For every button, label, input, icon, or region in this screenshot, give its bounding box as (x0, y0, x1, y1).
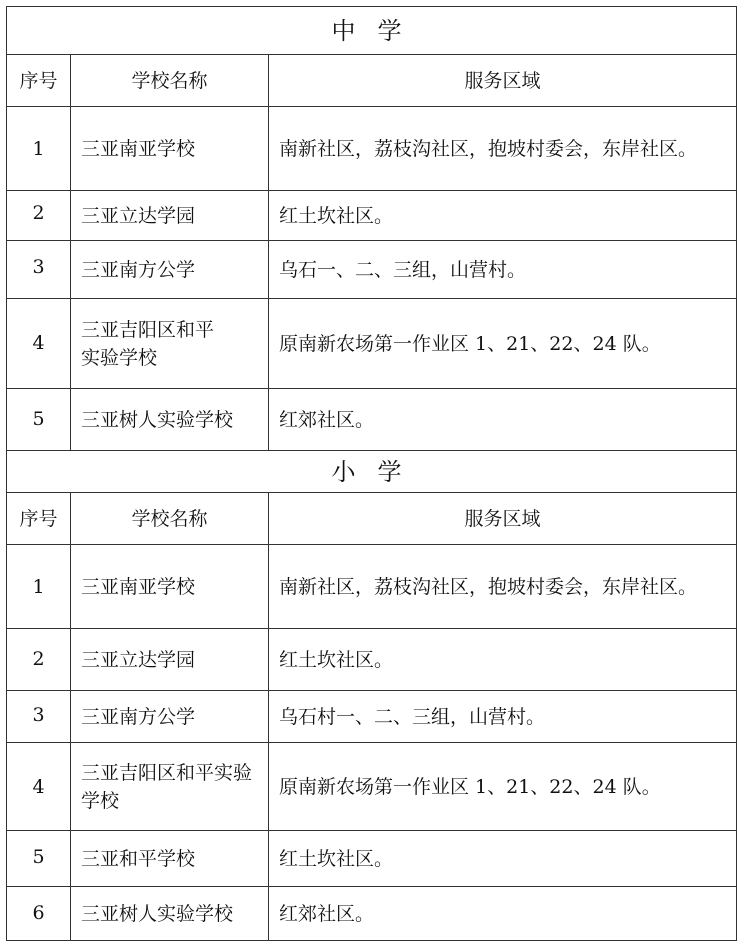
table-row (7, 299, 737, 389)
row-index: 4 (7, 743, 71, 831)
row-index: 1 (7, 107, 71, 191)
header-area: 服务区域 (269, 55, 737, 107)
table-row (7, 241, 737, 299)
row-school: 三亚树人实验学校 (71, 887, 269, 941)
table-row (7, 545, 737, 629)
row-school: 三亚吉阳区和平实验学校 (71, 743, 269, 831)
header-area: 服务区域 (269, 493, 737, 545)
row-area: 南新社区，荔枝沟社区，抱坡村委会，东岸社区。 (269, 107, 737, 191)
table-row (7, 107, 737, 191)
row-index: 5 (7, 831, 71, 887)
row-area: 乌石村一、二、三组，山营村。 (269, 691, 737, 743)
row-school: 三亚和平学校 (71, 831, 269, 887)
row-school: 三亚立达学园 (71, 629, 269, 691)
row-index: 2 (7, 191, 71, 241)
row-index: 2 (7, 629, 71, 691)
section-title-row (7, 7, 737, 55)
row-area: 原南新农场第一作业区 1、21、22、24 队。 (269, 299, 737, 389)
table-row (7, 743, 737, 831)
section-title: 小学 (7, 451, 737, 493)
row-school: 三亚南亚学校 (71, 545, 269, 629)
table-row (7, 629, 737, 691)
row-school: 三亚立达学园 (71, 191, 269, 241)
row-school: 三亚吉阳区和平实验学校 (71, 299, 269, 389)
table-row (7, 191, 737, 241)
row-school: 三亚南亚学校 (71, 107, 269, 191)
header-index: 序号 (7, 493, 71, 545)
row-index: 3 (7, 241, 71, 299)
section-title-row (7, 451, 737, 493)
section-title: 中学 (7, 7, 737, 55)
row-area: 南新社区，荔枝沟社区，抱坡村委会，东岸社区。 (269, 545, 737, 629)
row-index: 3 (7, 691, 71, 743)
row-area: 红土坎社区。 (269, 831, 737, 887)
row-school: 三亚南方公学 (71, 691, 269, 743)
row-school: 三亚树人实验学校 (71, 389, 269, 451)
header-school: 学校名称 (71, 493, 269, 545)
row-area: 红郊社区。 (269, 887, 737, 941)
table-row (7, 389, 737, 451)
table-row (7, 831, 737, 887)
row-area: 红土坎社区。 (269, 629, 737, 691)
row-index: 1 (7, 545, 71, 629)
row-area: 原南新农场第一作业区 1、21、22、24 队。 (269, 743, 737, 831)
row-area: 红郊社区。 (269, 389, 737, 451)
header-row (7, 493, 737, 545)
table-row (7, 691, 737, 743)
table-row (7, 887, 737, 941)
school-service-area-table (6, 6, 737, 941)
header-row (7, 55, 737, 107)
row-index: 4 (7, 299, 71, 389)
row-area: 乌石一、二、三组，山营村。 (269, 241, 737, 299)
header-index: 序号 (7, 55, 71, 107)
row-area: 红土坎社区。 (269, 191, 737, 241)
row-school: 三亚南方公学 (71, 241, 269, 299)
row-index: 6 (7, 887, 71, 941)
row-index: 5 (7, 389, 71, 451)
header-school: 学校名称 (71, 55, 269, 107)
